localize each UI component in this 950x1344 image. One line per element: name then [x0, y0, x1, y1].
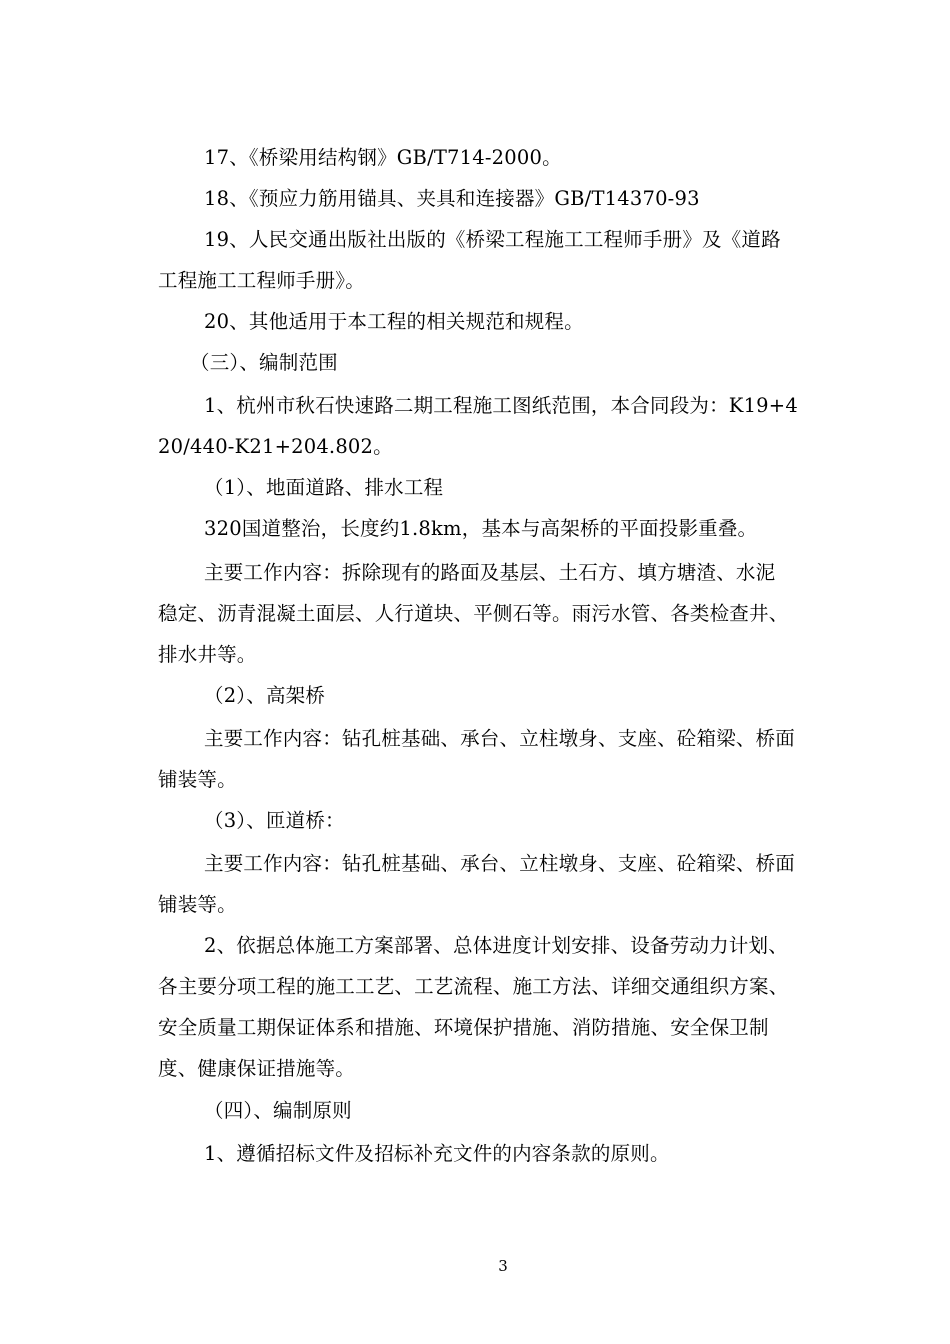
text-line-19b: 工程施工工程师手册》。	[158, 269, 365, 292]
text-line-scope-1a: 1、杭州市秋石快速路二期工程施工图纸范围，本合同段为：K19+4	[204, 394, 798, 417]
text-line-scope-2b: 各主要分项工程的施工工艺、工艺流程、施工方法、详细交通组织方案、	[158, 975, 789, 998]
text-line-work-3a: 主要工作内容：钻孔桩基础、承台、立柱墩身、支座、砼箱梁、桥面	[204, 852, 796, 875]
text-line-work-3b: 铺装等。	[158, 893, 237, 916]
text-line-scope-2d: 度、健康保证措施等。	[158, 1057, 356, 1080]
subheading-1: （1）、地面道路、排水工程	[204, 476, 444, 499]
text-line-work-1a: 主要工作内容：拆除现有的路面及基层、土石方、填方塘渣、水泥	[204, 561, 776, 584]
section-heading-3: （三）、编制范围	[190, 351, 338, 374]
text-line-18: 18、《预应力筋用锚具、夹具和连接器》GB/T14370-93	[204, 187, 700, 210]
text-line-principle-1: 1、遵循招标文件及招标补充文件的内容条款的原则。	[204, 1142, 670, 1165]
text-line-scope-2c: 安全质量工期保证体系和措施、环境保护措施、消防措施、安全保卫制	[158, 1016, 769, 1039]
text-line-20: 20、其他适用于本工程的相关规范和规程。	[204, 310, 584, 333]
text-line-road: 320国道整治，长度约1.8km，基本与高架桥的平面投影重叠。	[204, 517, 758, 540]
text-line-work-1b: 稳定、沥青混凝土面层、人行道块、平侧石等。雨污水管、各类检查井、	[158, 602, 789, 625]
text-line-work-1c: 排水井等。	[158, 643, 257, 666]
text-line-work-2b: 铺装等。	[158, 768, 237, 791]
page-number: 3	[498, 1257, 508, 1275]
text-line-scope-2a: 2、依据总体施工方案部署、总体进度计划安排、设备劳动力计划、	[204, 934, 788, 957]
subheading-2: （2）、高架桥	[204, 684, 326, 707]
text-line-19a: 19、人民交通出版社出版的《桥梁工程施工工程师手册》及《道路	[204, 228, 781, 251]
text-line-scope-1b: 20/440-K21+204.802。	[158, 435, 393, 458]
subheading-3: （3）、匝道桥：	[204, 809, 345, 832]
text-line-work-2a: 主要工作内容：钻孔桩基础、承台、立柱墩身、支座、砼箱梁、桥面	[204, 727, 796, 750]
text-line-17: 17、《桥梁用结构钢》GB/T714-2000。	[204, 146, 562, 169]
section-heading-4: （四）、编制原则	[204, 1099, 352, 1122]
